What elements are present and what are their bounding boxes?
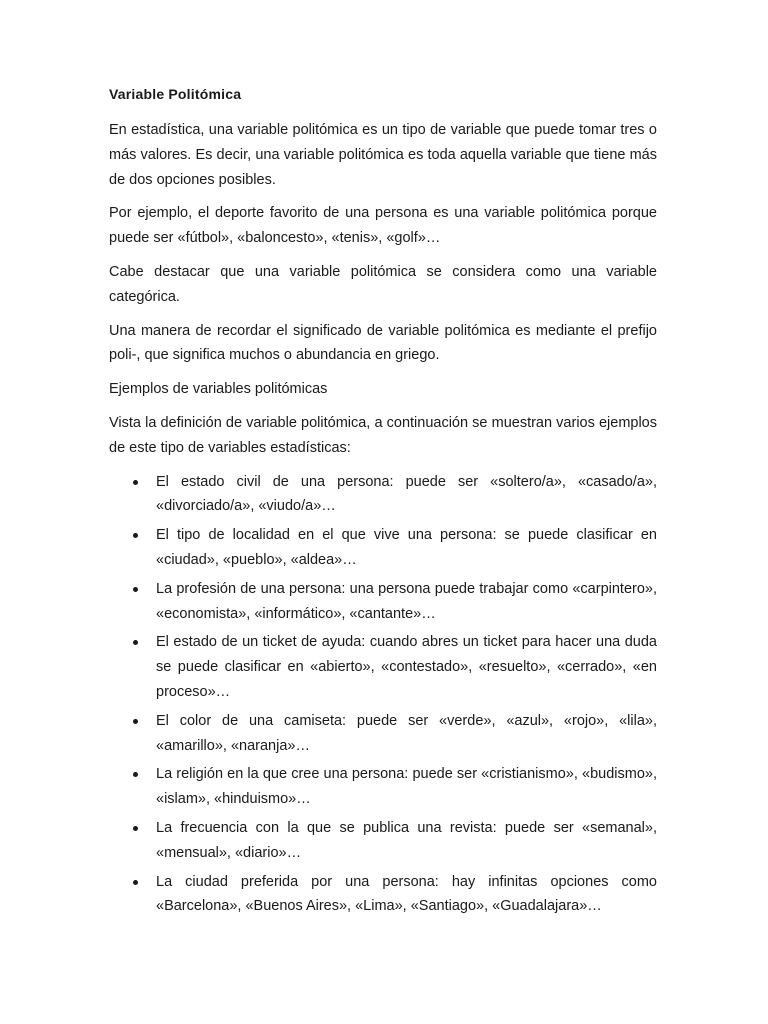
- document-title: Variable Politómica: [109, 86, 242, 102]
- list-item: [109, 870, 657, 920]
- list-item-text: La frecuencia con la que se publica una revista: puede ser «semanal», «mensual», «diario»…: [156, 819, 657, 861]
- bullet-icon: [133, 826, 138, 831]
- intro-paragraph-1: En estadística, una variable politómica es un tipo de variable que puede tomar tres o más valores. Es decir, una variable politómica es toda aquella variable que tiene más de dos opciones posibles.: [109, 122, 657, 188]
- bullet-icon: [133, 533, 138, 538]
- list-item-text: La religión en la que cree una persona: puede ser «cristianismo», «budismo», «islam», «hinduismo»…: [156, 766, 657, 808]
- list-item: [109, 816, 657, 866]
- bullet-icon: [133, 587, 138, 592]
- intro-paragraph-2: Por ejemplo, el deporte favorito de una persona es una variable politómica porque puede ser «fútbol», «baloncesto», «tenis», «golf»…: [109, 205, 657, 247]
- bullet-icon: [133, 640, 138, 645]
- list-item-text: El color de una camiseta: puede ser «verde», «azul», «rojo», «lila», «amarillo», «naranja»…: [156, 712, 657, 754]
- list-item: [109, 470, 657, 520]
- bullet-icon: [133, 880, 138, 885]
- list-item-text: El estado civil de una persona: puede ser «soltero/a», «casado/a», «divorciado/a», «viudo/a»…: [156, 473, 657, 515]
- bullet-icon: [133, 719, 138, 724]
- list-item: [109, 523, 657, 573]
- list-item-text: La ciudad preferida por una persona: hay infinitas opciones como «Barcelona», «Buenos Aires», «Lima», «Santiago», «Guadalajara»…: [156, 873, 657, 915]
- list-item-text: La profesión de una persona: una persona puede trabajar como «carpintero», «economista», «informático», «cantante»…: [156, 580, 657, 622]
- examples-intro: Vista la definición de variable politómica, a continuación se muestran varios ejemplos de este tipo de variables estadísticas:: [109, 414, 657, 456]
- list-item-text: El estado de un ticket de ayuda: cuando abres un ticket para hacer una duda se puede clasificar en «abierto», «contestado», «resuelto», «cerrado», «en proceso»…: [156, 634, 657, 700]
- list-item-text: El tipo de localidad en el que vive una persona: se puede clasificar en «ciudad», «pueblo», «aldea»…: [156, 527, 657, 568]
- list-item: [109, 630, 657, 704]
- examples-list: [109, 470, 657, 920]
- list-item: [109, 762, 657, 812]
- list-item: [109, 709, 657, 759]
- intro-paragraph-3: Cabe destacar que una variable politómica se considera como una variable categórica.: [109, 263, 657, 305]
- intro-paragraph-4: Una manera de recordar el significado de variable politómica es mediante el prefijo poli-, que significa muchos o abundancia en griego.: [109, 322, 657, 364]
- bullet-icon: [133, 772, 138, 777]
- bullet-icon: [133, 480, 138, 485]
- list-item: [109, 577, 657, 627]
- document-page: [109, 84, 657, 923]
- examples-heading: Ejemplos de variables politómicas: [109, 381, 328, 398]
